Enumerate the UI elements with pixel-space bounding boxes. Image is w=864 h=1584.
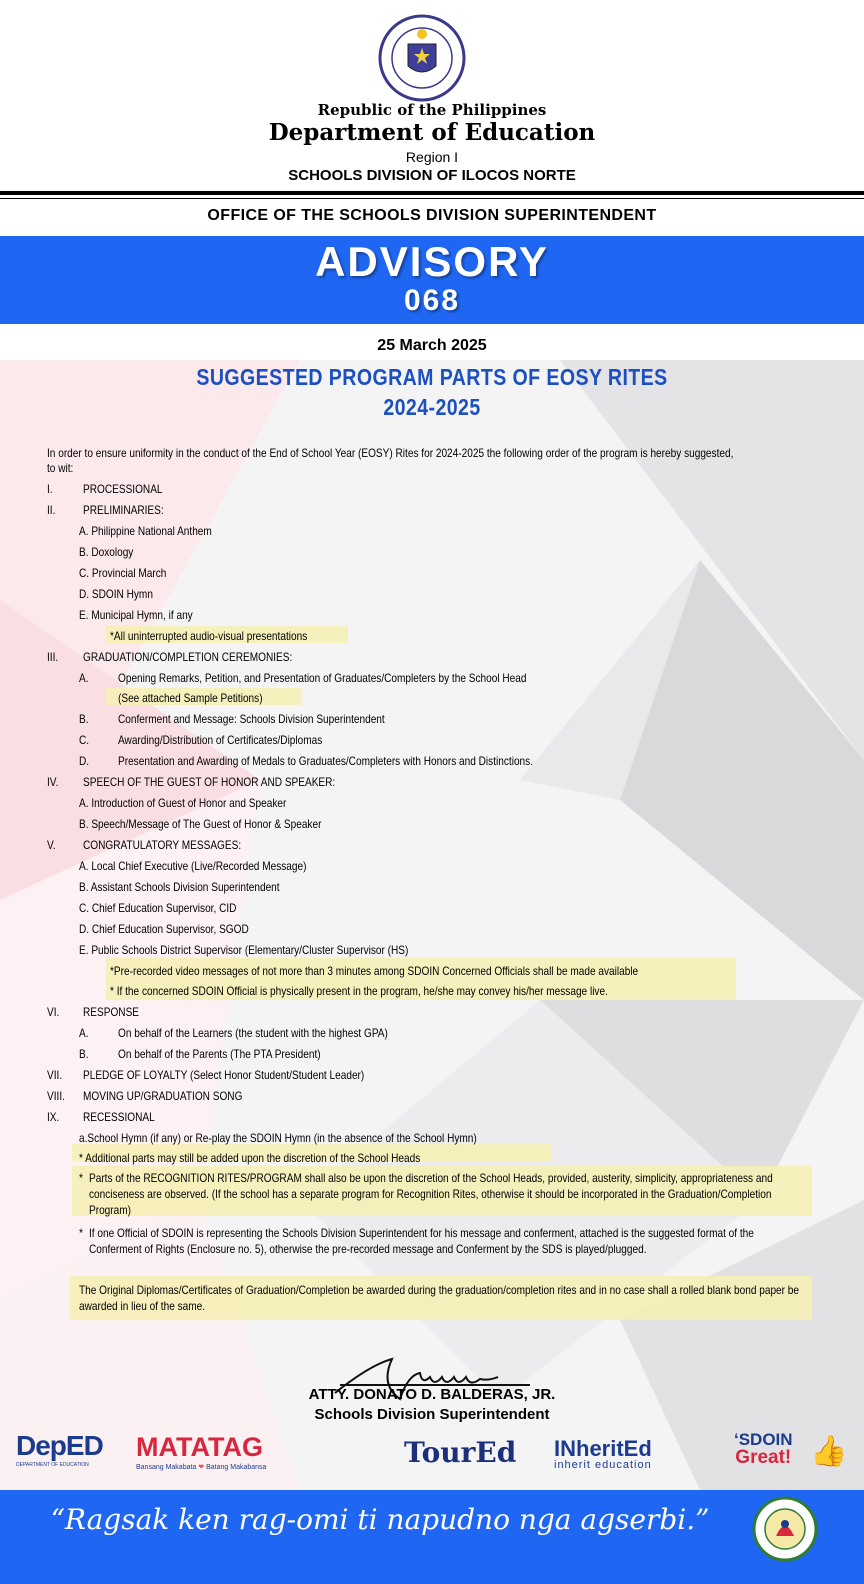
list-item: A. [79,671,89,685]
list-item: D. [79,754,90,768]
list-item: II. [47,503,56,517]
list-item-label: MOVING UP/GRADUATION SONG [83,1089,243,1103]
division-line: SCHOOLS DIVISION OF ILOCOS NORTE [288,167,576,184]
list-item: A. Introduction of Guest of Honor and Speaker [79,796,287,810]
list-item: *All uninterrupted audio-visual presentations [110,629,308,643]
matatag-logo-text: MATATAG [136,1432,263,1462]
inherited-logo-sub: inherit education [554,1459,652,1471]
list-item: B. [79,1047,89,1061]
office-title: OFFICE OF THE SCHOOLS DIVISION SUPERINTENDENT [207,207,657,224]
list-item: IV. [47,775,59,789]
sdoin-logo-bottom: Great! [735,1447,792,1468]
list-item: D. SDOIN Hymn [79,587,153,601]
inherited-logo [554,1436,652,1471]
deped-seal-icon [378,14,466,102]
list-item: VIII. [47,1089,65,1103]
sdoin-seal-icon [752,1496,818,1562]
list-item-label: CONGRATULATORY MESSAGES: [83,838,242,852]
inherited-logo-text: INheritEd [554,1436,652,1461]
list-item: VII. [47,1068,63,1082]
advisory-date: 25 March 2025 [377,337,487,354]
document-title-line2: 2024-2025 [383,394,481,420]
sdoin-logo-top: ‘SDOIN [734,1430,793,1449]
list-item: VI. [47,1005,60,1019]
list-item: III. [47,650,59,664]
list-item: C. Chief Education Supervisor, CID [79,901,237,915]
deped-logo-text: DepED [16,1430,103,1461]
header-rule [0,191,864,195]
list-item-label: Conferment and Message: Schools Division Superintendent [118,712,385,726]
list-item: a.School Hymn (if any) or Re-play the SDOIN Hymn (in the absence of the School Hymn) [79,1131,477,1145]
matatag-sub2: Batang Makabansa [206,1464,267,1471]
list-item: D. Chief Education Supervisor, SGOD [79,922,249,936]
list-item: B. Doxology [79,545,134,559]
note-star: * [79,1171,83,1185]
note-star: * [79,1226,83,1240]
department-line: Department of Education [268,119,596,146]
signatory-name: ATTY. DONATO D. BALDERAS, JR. [308,1386,556,1403]
list-item-label: GRADUATION/COMPLETION CEREMONIES: [83,650,293,664]
list-item-label: PLEDGE OF LOYALTY (Select Honor Student/Student Leader) [83,1068,365,1082]
toured-logo: TourEd [404,1436,517,1469]
list-item-label: RECESSIONAL [83,1110,155,1124]
header-rule-thin [0,198,864,199]
list-item: C. Provincial March [79,566,167,580]
list-item: A. Philippine National Anthem [79,524,212,538]
footer-motto: “Ragsak ken rag-omi ti napudno nga agserbi.” [50,1503,710,1536]
list-item: B. Assistant Schools Division Superintendent [79,880,280,894]
list-item: E. Public Schools District Supervisor (Elementary/Cluster Supervisor (HS) [79,943,409,957]
advisory-title: ADVISORY [315,238,549,285]
list-item-label: On behalf of the Parents (The PTA President) [118,1047,321,1061]
list-item: V. [47,838,56,852]
matatag-heart-icon: ❤ [198,1464,205,1471]
list-item: A. Local Chief Executive (Live/Recorded Message) [79,859,307,873]
list-item: (See attached Sample Petitions) [118,691,263,705]
list-item-label: PROCESSIONAL [83,482,163,496]
matatag-logo [136,1432,266,1471]
intro-line1: In order to ensure uniformity in the conduct of the End of School Year (EOSY) Rites for 2024-2025 the following order of the program is hereby suggested, [47,446,734,460]
list-item-label: RESPONSE [83,1005,140,1019]
matatag-tagline [136,1463,266,1471]
deped-logo [16,1430,103,1468]
list-item-label: PRELIMINARIES: [83,503,164,517]
matatag-sub1: Bansang Makabata [136,1464,197,1471]
list-item: I. [47,482,53,496]
list-item: B. [79,712,89,726]
thumbs-up-icon: 👍 [810,1435,848,1468]
note-additional-parts: * Additional parts may still be added upon the discretion of the School Heads [79,1151,421,1165]
document-title-line1: SUGGESTED PROGRAM PARTS OF EOSY RITES [196,364,668,390]
advisory-number: 068 [403,284,461,317]
republic-line: Republic of the Philippines [317,101,547,119]
list-item: B. Speech/Message of The Guest of Honor & Speaker [79,817,322,831]
list-item: C. [79,733,90,747]
note-diplomas: The Original Diplomas/Certificates of Graduation/Completion be awarded during the graduation/completion rites and in no case shall a rolled blank bond paper be awarded in lieu of the same. [79,1283,800,1313]
note-recognition-rites: Parts of the RECOGNITION RITES/PROGRAM shall also be upon the discretion of the School Heads, provided, austerity, simplicity, appropriateness and conciseness are observed. (If the school has a separate program for Recognition Rites, otherwise it should be incorporated in the Graduation/Completion Program) [89,1171,773,1217]
list-item: *Pre-recorded video messages of not more than 3 minutes among SDOIN Concerned Officials shall be made available [110,964,639,978]
signatory-title: Schools Division Superintendent [314,1406,550,1423]
deped-logo-sub: DEPARTMENT OF EDUCATION [16,1462,89,1468]
list-item-label: Opening Remarks, Petition, and Presentation of Graduates/Completers by the School Head [118,671,527,685]
list-item: E. Municipal Hymn, if any [79,608,193,622]
list-item: A. [79,1026,89,1040]
list-item-label: Presentation and Awarding of Medals to Graduates/Completers with Honors and Distinctions. [118,754,533,768]
list-item-label: On behalf of the Learners (the student with the highest GPA) [118,1026,388,1040]
list-item: IX. [47,1110,60,1124]
intro-line2: to wit: [47,461,74,475]
list-item-label: SPEECH OF THE GUEST OF HONOR AND SPEAKER: [83,775,336,789]
list-item: * If the concerned SDOIN Official is physically present in the program, he/she may convey his/her message live. [110,984,608,998]
sdoin-great-logo [734,1430,793,1469]
note-conferment: If one Official of SDOIN is representing the Schools Division Superintendent for his message and conferment, attached is the suggested format of the Conferment of Rights (Enclosure no. 5), otherwise the pre-recorded message and Conferment by the SDS is played/plugged. [89,1226,754,1256]
list-item-label: Awarding/Distribution of Certificates/Diplomas [118,733,323,747]
region-line: Region I [405,149,459,165]
